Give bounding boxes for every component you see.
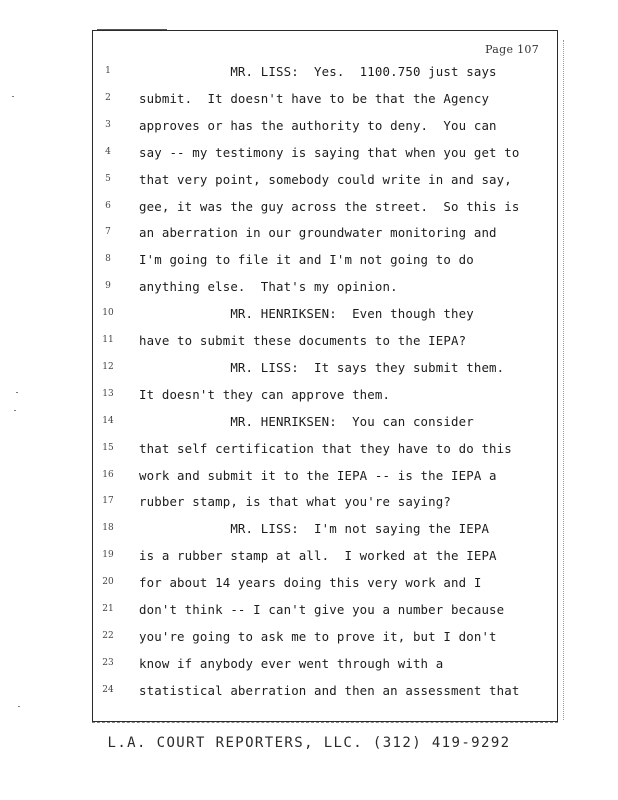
transcript-line — [93, 199, 557, 226]
line-number: 5 — [105, 173, 111, 184]
transcript-line — [93, 629, 557, 656]
line-number: 4 — [105, 146, 111, 157]
line-text: It doesn't they can approve them. — [139, 386, 391, 402]
line-number: 6 — [105, 200, 111, 211]
line-text: an aberration in our groundwater monitoring and — [139, 225, 497, 241]
line-text: MR. HENRIKSEN: Even though they — [139, 306, 474, 322]
page-number: Page 107 — [485, 43, 539, 56]
line-text: work and submit it to the IEPA -- is the IEPA a — [139, 467, 497, 483]
transcript-line — [93, 306, 557, 333]
line-number: 13 — [102, 388, 114, 399]
line-number: 1 — [105, 66, 111, 76]
line-text: submit. It doesn't have to be that the Agency — [139, 90, 490, 106]
line-text: MR. LISS: Yes. 1100.750 just says — [139, 64, 497, 79]
line-text: that very point, somebody could write in and say, — [139, 171, 512, 187]
line-text: is a rubber stamp at all. I worked at the IEPA — [139, 548, 497, 564]
transcript-line — [93, 387, 557, 414]
transcript-line — [93, 145, 557, 172]
scan-speck — [18, 706, 20, 707]
transcript-line — [93, 172, 557, 199]
transcript-line — [93, 494, 557, 521]
transcript-line — [93, 441, 557, 468]
transcript-line — [93, 279, 557, 306]
transcript-line — [93, 683, 557, 710]
line-number: 17 — [102, 496, 114, 507]
line-number: 21 — [102, 604, 114, 614]
transcript-line — [93, 602, 557, 629]
line-number: 22 — [102, 630, 114, 641]
line-text: I'm going to file it and I'm not going to do — [139, 252, 474, 268]
line-text: MR. HENRIKSEN: You can consider — [139, 413, 474, 429]
line-text: say -- my testimony is saying that when you get to — [139, 144, 520, 160]
line-text: approves or has the authority to deny. You can — [139, 117, 497, 133]
line-number: 2 — [105, 92, 111, 103]
line-number: 20 — [102, 577, 114, 588]
transcript-line — [93, 521, 557, 548]
line-number: 8 — [105, 254, 111, 265]
line-text: MR. LISS: I'm not saying the IEPA — [139, 521, 490, 537]
transcript-line — [93, 333, 557, 360]
line-text: anything else. That's my opinion. — [139, 279, 398, 295]
scan-speck — [14, 410, 16, 411]
transcript-line — [93, 118, 557, 145]
transcript-line — [93, 468, 557, 495]
line-text: you're going to ask me to prove it, but I don't — [139, 628, 497, 644]
line-text: know if anybody ever went through with a — [139, 655, 444, 671]
line-number: 3 — [105, 119, 111, 130]
scan-edge-marks — [559, 40, 564, 720]
line-number: 16 — [102, 469, 114, 480]
line-number: 11 — [102, 335, 114, 345]
transcript-page — [92, 30, 558, 722]
line-number: 24 — [102, 684, 114, 695]
line-number: 10 — [102, 308, 114, 319]
line-text: gee, it was the guy across the street. So this is — [139, 198, 520, 214]
line-text: don't think -- I can't give you a number because — [139, 602, 505, 617]
line-number: 7 — [105, 227, 111, 238]
transcript-line — [93, 414, 557, 441]
transcript-line — [93, 548, 557, 575]
transcript-line — [93, 225, 557, 252]
bottom-rule — [92, 722, 558, 724]
line-number: 9 — [105, 281, 111, 292]
line-number: 23 — [102, 657, 114, 668]
line-number: 12 — [102, 361, 114, 372]
line-text: have to submit these documents to the IEPA? — [139, 333, 467, 348]
scan-speck — [16, 392, 18, 393]
line-number: 14 — [102, 415, 114, 426]
line-text: that self certification that they have to do this — [139, 440, 512, 456]
transcript-line — [93, 64, 557, 91]
line-number: 18 — [102, 523, 114, 534]
line-text: MR. LISS: It says they submit them. — [139, 359, 505, 375]
line-number: 19 — [102, 550, 114, 561]
transcript-line — [93, 252, 557, 279]
line-text: rubber stamp, is that what you're saying? — [139, 494, 452, 510]
transcript-line — [93, 656, 557, 683]
transcript-line — [93, 360, 557, 387]
line-number: 15 — [102, 442, 114, 453]
scan-speck — [12, 96, 14, 97]
line-text: statistical aberration and then an assessment that — [139, 682, 520, 698]
transcript-line — [93, 575, 557, 602]
transcript-line — [93, 91, 557, 118]
line-text: for about 14 years doing this very work and I — [139, 575, 482, 591]
court-reporter-footer: L.A. COURT REPORTERS, LLC. (312) 419-9292 — [107, 735, 511, 751]
